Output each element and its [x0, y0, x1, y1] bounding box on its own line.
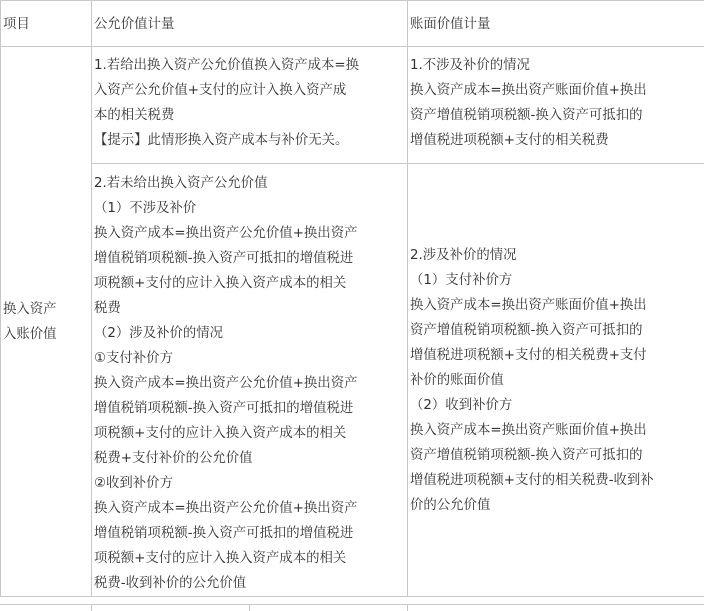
text-line: 1.若给出换入资产公允价值换入资产成本=换 [94, 53, 405, 78]
text-line: （1）支付补价方 [410, 268, 702, 293]
divider [91, 605, 92, 611]
text-line: 换入资产成本=换出资产账面价值+换出 [410, 418, 702, 443]
text-line: ②收到补价方 [94, 471, 405, 496]
divider [407, 605, 408, 611]
text-line: 税费+支付补价的公允价值 [94, 446, 405, 471]
text-line: 增值税销项税额-换入资产可抵扣的增值税进 [94, 396, 405, 421]
text-line: ①支付补价方 [94, 346, 405, 371]
text-line: 资产增值税销项税额-换入资产可抵扣的 [410, 443, 702, 468]
text-line: 项税额+支付的应计入换入资产成本的相关 [94, 421, 405, 446]
text-line: 换入资产成本=换出资产公允价值+换出资产 [94, 221, 405, 246]
row-label-cell [1, 47, 92, 597]
table-row [1, 164, 704, 597]
header-fair-value: 公允价值计量 [92, 1, 408, 47]
book-value-case1-cell [408, 47, 704, 164]
text-line: 增值税进项税额+支付的相关税费+支付 [410, 343, 702, 368]
text-line: 入资产公允价值+支付的应计入换入资产成 [94, 78, 405, 103]
text-line: 税费 [94, 296, 405, 321]
text-line: 本的相关税费 [94, 103, 405, 128]
text-line: 增值税销项税额-换入资产可抵扣的增值税进 [94, 521, 405, 546]
header-row [1, 1, 704, 47]
text-line: 换入资产成本=换出资产账面价值+换出 [410, 78, 702, 103]
text-line: 换入资产成本=换出资产公允价值+换出资产 [94, 371, 405, 396]
divider [249, 605, 250, 611]
text-line: 2.涉及补价的情况 [410, 243, 702, 268]
text-line: 1.不涉及补价的情况 [410, 53, 702, 78]
text-line: （2）涉及补价的情况 [94, 321, 405, 346]
text-line: 项税额+支付的应计入换入资产成本的相关 [94, 271, 405, 296]
text-line: 项税额+支付的应计入换入资产成本的相关 [94, 546, 405, 571]
header-book-value: 账面价值计量 [408, 1, 704, 47]
fair-value-case2-cell [92, 164, 408, 597]
text-line: 税费-收到补价的公允价值 [94, 571, 405, 596]
text-line: 换入资产成本=换出资产账面价值+换出 [410, 293, 702, 318]
book-value-case2-cell [408, 164, 704, 597]
text-line: 增值税销项税额-换入资产可抵扣的增值税进 [94, 246, 405, 271]
table-row [1, 47, 704, 164]
header-item: 项目 [1, 1, 92, 47]
text-line: 【提示】此情形换入资产成本与补价无关。 [94, 128, 405, 153]
text-line: 增值税进项税额+支付的相关税费-收到补 [410, 468, 702, 493]
text-line: 补价的账面价值 [410, 368, 702, 393]
text-line: 资产增值税销项税额-换入资产可抵扣的 [410, 103, 702, 128]
fair-value-case1-cell [92, 47, 408, 164]
text-line: 增值税进项税额+支付的相关税费 [410, 128, 702, 153]
text-line: 价的公允价值 [410, 493, 702, 518]
text-line: 换入资产成本=换出资产公允价值+换出资产 [94, 496, 405, 521]
text-line: （1）不涉及补价 [94, 196, 405, 221]
text-line: （2）收到补价方 [410, 393, 702, 418]
row-label-line: 入账价值 [3, 322, 89, 347]
row-label-line: 换入资产 [3, 297, 89, 322]
text-line: 资产增值税销项税额-换入资产可抵扣的 [410, 318, 702, 343]
text-line: 2.若未给出换入资产公允价值 [94, 171, 405, 196]
